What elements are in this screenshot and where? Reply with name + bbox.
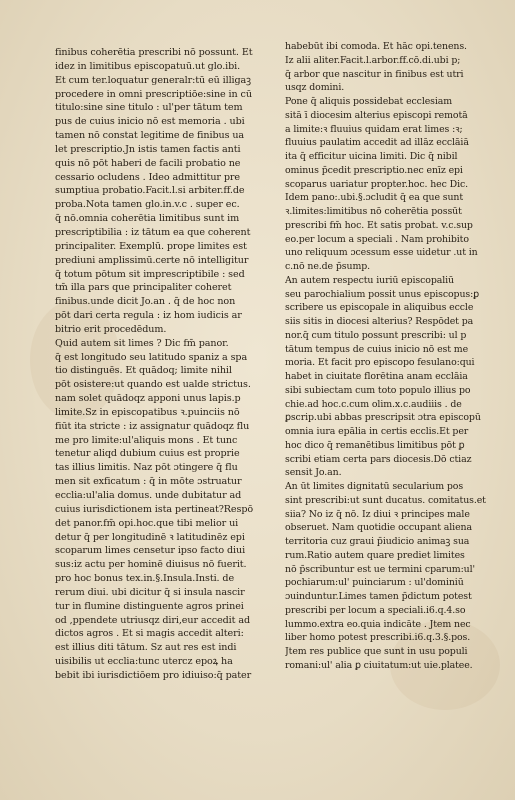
- text-line: finibus coherētia prescribi nō possunt. Et: [55, 47, 253, 58]
- text-line: pro hoc bonus tex.in.§.Insula.Insti. de: [55, 573, 235, 585]
- text-line: sitā ī diocesim alterius episcopi remotā: [285, 109, 468, 121]
- text-line: romani:ul' alia ꝑ ciuitatum:ut uie.platee.: [285, 659, 473, 671]
- text-line: dictos agros . Et si magis accedit alteri:: [55, 628, 244, 640]
- text-line: liber homo potest prescribi.i6.q.3.§.pos.: [285, 632, 471, 644]
- text-line: principaliter. Exemplū. prope limites est: [55, 240, 247, 252]
- text-line: uisibilis ut ecclia:tunc utercz epoꝝ ha: [55, 656, 233, 668]
- text-line: ꝛ.limites:limitibus nō coherētia possūt: [285, 206, 462, 217]
- text-line: uno reliquum ɔcessum esse uidetur .ut in: [285, 247, 478, 259]
- text-line: tio distinguēs. Et quādoq; limite nihil: [55, 365, 232, 377]
- text-line: q̄ est longitudo seu latitudo spaniz a spa: [55, 351, 248, 363]
- text-line: siis sitis in diocesi alterius? Respōdet pa: [285, 316, 474, 327]
- text-line: territoria cuz graui p̄iudicio animaꝫ sua: [285, 536, 470, 547]
- text-line: seu parochialium possit unus episcopus:ꝑ: [285, 288, 480, 300]
- text-line: An ūt limites dignitatū secularium pos: [285, 481, 464, 492]
- text-line: pōt osistere:ut quando est ualde strictus.: [55, 379, 251, 391]
- text-line: prediuni amplissimū.certe nō intelligitur: [55, 254, 249, 266]
- text-line: prescribi fm̄ hoc. Et satis probat. v.c.sup: [285, 219, 473, 231]
- text-line: procedere in omni prescriptiōe:sine in cū: [55, 88, 252, 100]
- text-line: idez in limitibus episcopatuū.ut glo.ibi.: [55, 60, 241, 72]
- text-line: ecclia:ul'alia domus. unde dubitatur ad: [55, 490, 242, 501]
- text-line: obseruet. Nam quotidie occupant aliena: [285, 522, 472, 534]
- text-line: Pone q̄ aliquis possidebat ecclesiam: [285, 96, 453, 107]
- text-line: ɔuinduntur.Limes tamen p̄dictum potest: [285, 591, 472, 602]
- text-line: tas illius limitis. Naz pōt ɔtingere q̄ flu: [55, 462, 238, 474]
- text-line: sus:iz actu per hominē diuisus nō fuerit.: [55, 559, 247, 571]
- text-line: est illius diti tātum. Sz aut res est indi: [55, 642, 237, 654]
- text-line: sint prescribi:ut sunt ducatus. comitatus.et: [285, 494, 486, 506]
- text-line: cuius iurisdictionem ista pertineat?Respō: [55, 503, 254, 515]
- text-line: rum.Ratio autem quare prediet limites: [285, 549, 465, 561]
- text-line: Et cum ter.loquatur generalr:tū eū illigaꝫ: [55, 74, 251, 86]
- text-line: finibus.unde dicit Jo.an . q̄ de hoc non: [55, 296, 236, 308]
- text-line: Iz alii aliter.Facit.l.arbor.ff.cō.di.ubi p;: [285, 54, 461, 66]
- text-line: Quid autem sit limes ? Dic fm̄ panor.: [55, 337, 229, 349]
- text-line: sumptiua probatio.Facit.l.si arbiter.ff.de: [55, 185, 245, 197]
- text-line: pōt dari certa regula : iz hom iudicis ar: [55, 310, 242, 322]
- text-line: ꝑscrip.ubi abbas prescripsit ɔtra episcopū: [285, 412, 481, 424]
- text-line: limite.Sz in episcopatibus ꝛ.puinciis nō: [55, 406, 240, 418]
- text-line: nor.q̄ cum titulo possunt prescribi: ul p: [285, 329, 467, 341]
- text-line: q̄ totum pōtum sit imprescriptibile : sed: [55, 268, 245, 280]
- text-line: me pro limite:ul'aliquis mons . Et tunc: [55, 434, 238, 446]
- text-line: tenetur aliqd dubium cuius est proprie: [55, 448, 240, 460]
- text-line: scribere us episcopale in aliquibus eccle: [285, 302, 474, 314]
- text-line: siia? No iz q̄ nō. Iz diui ꝛ principes male: [285, 508, 470, 520]
- text-line: detur q̄ per longitudinē ꝛ latitudinēz epi: [55, 531, 245, 543]
- text-line: prescriptibilia : iz tātum ea que coherent: [55, 226, 251, 238]
- text-line: a limite:ꝛ fluuius quidam erat limes :ꝛ;: [285, 123, 463, 135]
- text-line: cessario ocludens . Ideo admittitur pre: [55, 171, 240, 183]
- text-line: habet in ciuitate florētina anam ecclāia: [285, 371, 468, 382]
- text-line: rerum diui. ubi dicitur q̄ si insula nascir: [55, 586, 245, 598]
- text-line: tamen nō constat legitime de finibus ua: [55, 130, 245, 142]
- text-line: eo.per locum a speciali . Nam prohibito: [285, 233, 469, 245]
- text-line: fiūt ita stricte : iz assignatur quādoqz flu: [55, 420, 250, 432]
- text-line: scoparum limes censetur ipso facto diui: [55, 545, 246, 557]
- text-line: omnia iura epālia in certis ecclis.Et per: [285, 426, 469, 437]
- text-line: moria. Et facit pro episcopo fesulano:qui: [285, 357, 475, 369]
- text-line: scoparus uariatur propter.hoc. hec Dic.: [285, 178, 468, 190]
- text-line: scribi etiam certa pars diocesis.Dō ctiaz: [285, 453, 472, 465]
- text-line: pus de cuius inicio nō est memoria . ubi: [55, 116, 245, 128]
- text-line: An autem respectu iuriū episcopaliū: [285, 274, 454, 286]
- text-line: proba.Nota tamen glo.in.v.c . super ec.: [55, 199, 240, 211]
- text-line: c.nō ne.de p̄sump.: [285, 261, 371, 272]
- text-line: tm̄ illa pars que principaliter coheret: [55, 282, 232, 294]
- left-text-column: [55, 46, 265, 683]
- text-line: tur in flumine distinguente agros prinei: [55, 600, 244, 612]
- text-line: od ,ppendete utriusqz diri,eur accedit ad: [55, 614, 251, 626]
- text-line: lummo.extra eo.quia indicāte . Jtem nec: [285, 618, 471, 630]
- text-line: nō p̄scribuntur est ue termini cparum:ul': [285, 563, 475, 575]
- text-line: sensit Jo.an.: [285, 467, 342, 479]
- text-line: Jtem res publice que sunt in usu populi: [285, 646, 468, 657]
- text-line: bitrio erit procedēdum.: [55, 323, 167, 335]
- text-line: usqz domini.: [285, 82, 345, 94]
- text-line: det panor.fm̄ opi.hoc.que tibi melior ui: [55, 517, 239, 529]
- text-line: quis nō pōt haberi de facili probatio ne: [55, 157, 241, 169]
- text-line: chie.ad hoc.c.cum olim.x.c.audiiis . de: [285, 398, 462, 410]
- text-line: ominus p̄cedit prescriptio.nec enīz epi: [285, 164, 463, 176]
- text-line: pochiarum:ul' puinciarum : ul'dominiū: [285, 577, 464, 589]
- text-line: let prescriptio.Jn istis tamen factis anti: [55, 143, 241, 155]
- text-line: titulo:sine sine titulo : ul'per tātum tem: [55, 102, 243, 114]
- text-line: fluuius paulatim accedit ad illāz ecclāiā: [285, 137, 469, 149]
- text-line: tātum tempus de cuius inicio nō est me: [285, 343, 469, 355]
- text-line: nam solet quādoqz apponi unus lapis.p: [55, 393, 241, 405]
- text-line: men sit exficatum : q̄ in mōte ɔstruatur: [55, 476, 242, 488]
- text-line: ita q̄ efficitur uicina limiti. Dic q̄ nibil: [285, 151, 458, 162]
- text-line: Idem pano:.ubi.§.ɔcludit q̄ ea que sunt: [285, 192, 464, 204]
- text-line: prescribi per locum a speciali.i6.q.4.so: [285, 604, 466, 616]
- text-line: q̄ arbor que nascitur in finibus est utri: [285, 68, 464, 80]
- text-line: sibi subiectam cum toto populo illius po: [285, 384, 471, 396]
- text-line: hoc dico q̄ remanētibus limitibus pōt ꝑ: [285, 439, 465, 451]
- text-line: bebit ibi iurisdictiōem pro idiuiso:q̄ pater: [55, 669, 252, 681]
- text-line: habebūt ibi comoda. Et hāc opi.tenens.: [285, 41, 467, 52]
- text-line: q̄ nō.omnia coherētia limitibus sunt im: [55, 213, 240, 225]
- right-text-column: [285, 40, 495, 673]
